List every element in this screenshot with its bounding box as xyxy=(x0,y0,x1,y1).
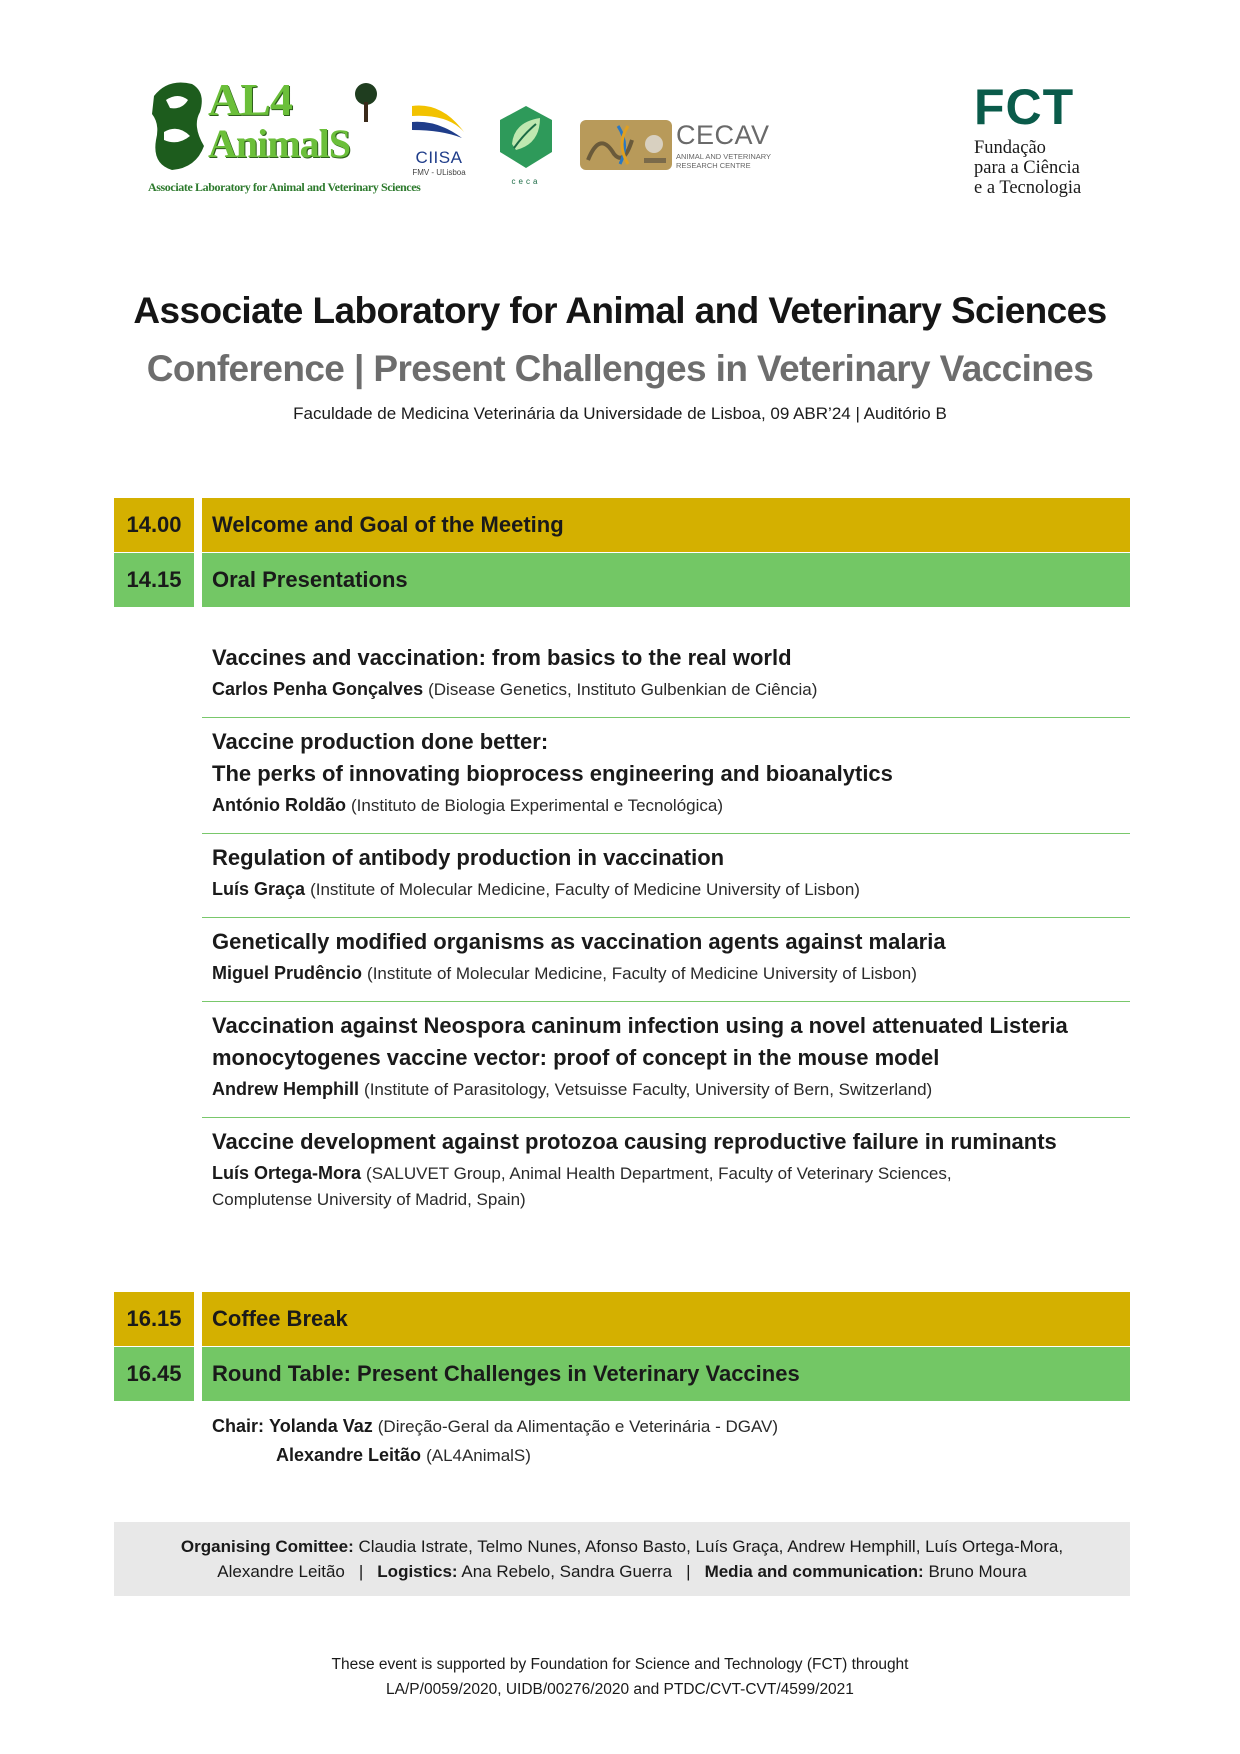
speaker-name: Andrew Hemphill xyxy=(212,1079,360,1099)
speaker-affiliation: (Instituto de Biologia Experimental e Tecnológica) xyxy=(351,796,724,815)
funding-footer xyxy=(0,1652,1240,1702)
schedule-time: 14.15 xyxy=(114,553,194,607)
separator: | xyxy=(358,1562,364,1581)
schedule-label: Welcome and Goal of the Meeting xyxy=(202,498,1130,552)
committee-box xyxy=(114,1522,1130,1596)
committee-line-1 xyxy=(114,1534,1130,1559)
talk-title: Vaccination against Neospora caninum infection using a novel attenuated Listeria xyxy=(212,1013,1068,1038)
talk-title: Regulation of antibody production in vaccination xyxy=(212,845,725,870)
schedule-label: Round Table: Present Challenges in Veterinary Vaccines xyxy=(202,1347,1130,1401)
speaker-affiliation: (Institute of Molecular Medicine, Faculty of Medicine University of Lisbon) xyxy=(367,964,917,983)
chair-row xyxy=(212,1412,1112,1441)
organising-label: Organising Comittee: xyxy=(180,1537,354,1556)
chair-name: Alexandre Leitão xyxy=(276,1445,422,1465)
footer-line-2: LA/P/0059/2020, UIDB/00276/2020 and PTDC/CVT-CVT/4599/2021 xyxy=(386,1681,854,1698)
talk-item xyxy=(202,918,1130,1002)
al4animals-wordmark: AL4 AnimalS xyxy=(208,74,350,166)
speaker-name: Luís Graça xyxy=(212,879,306,899)
chair-row xyxy=(212,1441,1112,1470)
speaker-affiliation-line-2: Complutense University of Madrid, Spain) xyxy=(212,1190,526,1209)
cecav-sub: ANIMAL AND VETERINARY RESEARCH CENTRE xyxy=(676,152,771,170)
committee-line-2 xyxy=(114,1559,1130,1584)
talk-speaker-line xyxy=(212,960,1120,987)
ciisa-logo xyxy=(408,98,470,186)
al4animals-logo xyxy=(148,74,421,204)
tree-icon xyxy=(352,82,380,122)
schedule-label: Oral Presentations xyxy=(202,553,1130,607)
talk-speaker-line xyxy=(212,1076,1120,1103)
separator: | xyxy=(686,1562,691,1581)
fct-logo xyxy=(974,79,1114,202)
ciisa-swoosh-icon xyxy=(408,98,470,144)
schedule-row xyxy=(114,1292,1130,1346)
ciisa-sub: FMV - ULisboa xyxy=(412,168,466,177)
al4animals-tagline: Associate Laboratory for Animal and Veterinary Sciences xyxy=(148,180,421,194)
cecav-logo xyxy=(580,118,776,174)
conference-subtitle: Conference | Present Challenges in Veterinary Vaccines xyxy=(146,348,1094,389)
schedule-row xyxy=(114,553,1130,607)
talk-item xyxy=(202,834,1130,918)
fct-name: FCT xyxy=(974,79,1075,135)
talk-title-line-2: monocytogenes vaccine vector: proof of concept in the mouse model xyxy=(212,1045,940,1070)
talk-item xyxy=(202,718,1130,834)
schedule-row xyxy=(114,1347,1130,1401)
talk-item xyxy=(202,1002,1130,1118)
animal-silhouette-icon xyxy=(148,76,208,172)
speaker-affiliation: (Disease Genetics, Instituto Gulbenkian de Ciência) xyxy=(428,680,818,699)
chair-label: Chair: xyxy=(212,1416,265,1436)
logistics-names: Ana Rebelo, Sandra Guerra xyxy=(461,1562,673,1581)
schedule-label: Coffee Break xyxy=(202,1292,1130,1346)
schedule-row xyxy=(114,498,1130,552)
talk-title-line-2: The perks of innovating bioprocess engineering and bioanalytics xyxy=(212,761,893,786)
schedule-time: 16.45 xyxy=(114,1347,194,1401)
chair-affiliation: (Direção-Geral da Alimentação e Veterinária - DGAV) xyxy=(377,1417,779,1436)
talk-speaker-line xyxy=(212,876,1120,903)
organising-names: Claudia Istrate, Telmo Nunes, Afonso Basto, Luís Graça, Andrew Hemphill, Luís Ortega-Mora, xyxy=(358,1537,1064,1556)
talk-speaker-line xyxy=(212,792,1120,819)
chair-affiliation: (AL4AnimalS) xyxy=(426,1446,531,1465)
chair-name: Yolanda Vaz xyxy=(269,1416,373,1436)
ceca-logo xyxy=(496,104,556,188)
logistics-label: Logistics: xyxy=(377,1562,458,1581)
fct-sub-2: para a Ciência xyxy=(974,158,1080,178)
schedule-time: 14.00 xyxy=(114,498,194,552)
dna-microscope-icon xyxy=(580,120,672,170)
talk-speaker-line xyxy=(212,676,1120,703)
venue-line: Faculdade de Medicina Veterinária da Universidade de Lisboa, 09 ABR’24 | Auditório B xyxy=(293,404,947,423)
talk-title: Vaccine production done better: xyxy=(212,729,549,754)
media-names: Bruno Moura xyxy=(928,1562,1027,1581)
speaker-affiliation: (Institute of Molecular Medicine, Faculty of Medicine University of Lisbon) xyxy=(310,880,860,899)
talk-speaker-line xyxy=(212,1160,1120,1187)
footer-line-1: These event is supported by Foundation for Science and Technology (FCT) throught xyxy=(331,1656,909,1673)
speaker-affiliation: (Institute of Parasitology, Vetsuisse Faculty, University of Bern, Switzerland) xyxy=(364,1080,933,1099)
fct-sub-1: Fundação xyxy=(974,138,1046,158)
talk-title: Vaccine development against protozoa causing reproductive failure in ruminants xyxy=(212,1129,1057,1154)
page-title: Associate Laboratory for Animal and Veterinary Sciences xyxy=(133,290,1107,331)
round-table-chairs xyxy=(212,1412,1112,1470)
talk-list xyxy=(202,634,1130,1227)
talk-item xyxy=(202,634,1130,718)
cecav-name: CECAV xyxy=(676,120,770,150)
speaker-name: Miguel Prudêncio xyxy=(212,963,363,983)
leaf-shield-icon xyxy=(496,104,556,170)
ceca-sub: ceca xyxy=(511,177,541,186)
speaker-name: Carlos Penha Gonçalves xyxy=(212,679,424,699)
speaker-affiliation: (SALUVET Group, Animal Health Department, Faculty of Veterinary Sciences, xyxy=(366,1164,952,1183)
speaker-name: Luís Ortega-Mora xyxy=(212,1163,362,1183)
media-label: Media and communication: xyxy=(704,1562,924,1581)
speaker-name: António Roldão xyxy=(212,795,346,815)
ciisa-name: CIISA xyxy=(415,148,463,167)
fct-sub-3: e a Tecnologia xyxy=(974,178,1082,198)
talk-item xyxy=(202,1118,1130,1227)
schedule-time: 16.15 xyxy=(114,1292,194,1346)
talk-title: Genetically modified organisms as vaccination agents against malaria xyxy=(212,929,946,954)
organising-names-2: Alexandre Leitão xyxy=(217,1562,345,1581)
talk-title: Vaccines and vaccination: from basics to the real world xyxy=(212,645,792,670)
